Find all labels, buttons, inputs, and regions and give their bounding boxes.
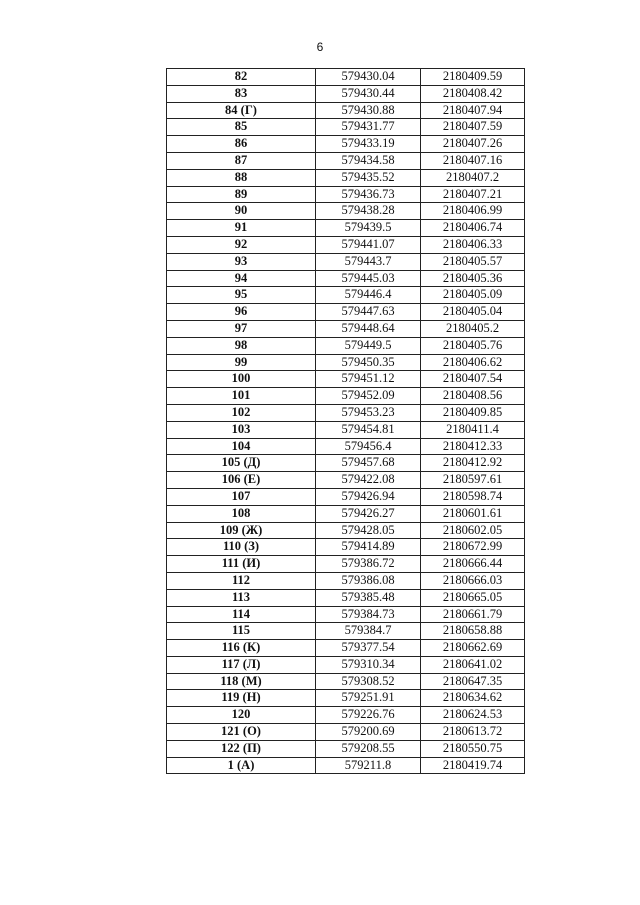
point-cell: 96 — [167, 304, 316, 321]
coordinates-table-body — [167, 69, 525, 774]
table-row — [167, 740, 525, 757]
x-coordinate-cell: 579200.69 — [316, 724, 421, 741]
table-row — [167, 354, 525, 371]
x-coordinate-cell: 579454.81 — [316, 421, 421, 438]
table-row — [167, 136, 525, 153]
point-cell: 82 — [167, 69, 316, 86]
y-coordinate-cell: 2180641.02 — [421, 656, 525, 673]
point-cell: 113 — [167, 589, 316, 606]
table-row — [167, 505, 525, 522]
y-coordinate-cell: 2180634.62 — [421, 690, 525, 707]
y-coordinate-cell: 2180406.62 — [421, 354, 525, 371]
point-cell: 98 — [167, 337, 316, 354]
x-coordinate-cell: 579433.19 — [316, 136, 421, 153]
table-row — [167, 757, 525, 774]
table-row — [167, 724, 525, 741]
table-row — [167, 455, 525, 472]
point-cell: 95 — [167, 287, 316, 304]
x-coordinate-cell: 579446.4 — [316, 287, 421, 304]
y-coordinate-cell: 2180407.54 — [421, 371, 525, 388]
x-coordinate-cell: 579426.94 — [316, 488, 421, 505]
y-coordinate-cell: 2180409.85 — [421, 404, 525, 421]
x-coordinate-cell: 579457.68 — [316, 455, 421, 472]
x-coordinate-cell: 579426.27 — [316, 505, 421, 522]
point-cell: 105 (Д) — [167, 455, 316, 472]
table-row — [167, 623, 525, 640]
y-coordinate-cell: 2180647.35 — [421, 673, 525, 690]
x-coordinate-cell: 579447.63 — [316, 304, 421, 321]
point-cell: 101 — [167, 388, 316, 405]
y-coordinate-cell: 2180550.75 — [421, 740, 525, 757]
table-row — [167, 85, 525, 102]
table-row — [167, 707, 525, 724]
x-coordinate-cell: 579448.64 — [316, 320, 421, 337]
x-coordinate-cell: 579431.77 — [316, 119, 421, 136]
point-cell: 102 — [167, 404, 316, 421]
table-row — [167, 488, 525, 505]
x-coordinate-cell: 579377.54 — [316, 640, 421, 657]
y-coordinate-cell: 2180406.74 — [421, 220, 525, 237]
table-row — [167, 169, 525, 186]
x-coordinate-cell: 579430.44 — [316, 85, 421, 102]
point-cell: 119 (Н) — [167, 690, 316, 707]
table-row — [167, 270, 525, 287]
point-cell: 87 — [167, 152, 316, 169]
y-coordinate-cell: 2180613.72 — [421, 724, 525, 741]
x-coordinate-cell: 579422.08 — [316, 472, 421, 489]
y-coordinate-cell: 2180666.03 — [421, 572, 525, 589]
point-cell: 110 (З) — [167, 539, 316, 556]
y-coordinate-cell: 2180412.33 — [421, 438, 525, 455]
point-cell: 100 — [167, 371, 316, 388]
point-cell: 94 — [167, 270, 316, 287]
table-row — [167, 253, 525, 270]
y-coordinate-cell: 2180408.42 — [421, 85, 525, 102]
y-coordinate-cell: 2180405.2 — [421, 320, 525, 337]
point-cell: 122 (П) — [167, 740, 316, 757]
y-coordinate-cell: 2180405.36 — [421, 270, 525, 287]
y-coordinate-cell: 2180405.09 — [421, 287, 525, 304]
x-coordinate-cell: 579451.12 — [316, 371, 421, 388]
table-row — [167, 421, 525, 438]
table-row — [167, 673, 525, 690]
y-coordinate-cell: 2180408.56 — [421, 388, 525, 405]
x-coordinate-cell: 579441.07 — [316, 236, 421, 253]
x-coordinate-cell: 579452.09 — [316, 388, 421, 405]
point-cell: 111 (И) — [167, 556, 316, 573]
y-coordinate-cell: 2180662.69 — [421, 640, 525, 657]
x-coordinate-cell: 579386.08 — [316, 572, 421, 589]
y-coordinate-cell: 2180672.99 — [421, 539, 525, 556]
x-coordinate-cell: 579386.72 — [316, 556, 421, 573]
table-row — [167, 102, 525, 119]
table-row — [167, 404, 525, 421]
x-coordinate-cell: 579226.76 — [316, 707, 421, 724]
y-coordinate-cell: 2180412.92 — [421, 455, 525, 472]
table-row — [167, 69, 525, 86]
point-cell: 86 — [167, 136, 316, 153]
x-coordinate-cell: 579208.55 — [316, 740, 421, 757]
x-coordinate-cell: 579414.89 — [316, 539, 421, 556]
point-cell: 88 — [167, 169, 316, 186]
table-row — [167, 690, 525, 707]
x-coordinate-cell: 579310.34 — [316, 656, 421, 673]
table-row — [167, 572, 525, 589]
table-row — [167, 388, 525, 405]
x-coordinate-cell: 579450.35 — [316, 354, 421, 371]
y-coordinate-cell: 2180419.74 — [421, 757, 525, 774]
y-coordinate-cell: 2180597.61 — [421, 472, 525, 489]
y-coordinate-cell: 2180665.05 — [421, 589, 525, 606]
table-row — [167, 522, 525, 539]
point-cell: 91 — [167, 220, 316, 237]
y-coordinate-cell: 2180406.99 — [421, 203, 525, 220]
x-coordinate-cell: 579439.5 — [316, 220, 421, 237]
y-coordinate-cell: 2180666.44 — [421, 556, 525, 573]
x-coordinate-cell: 579251.91 — [316, 690, 421, 707]
point-cell: 120 — [167, 707, 316, 724]
table-row — [167, 606, 525, 623]
y-coordinate-cell: 2180661.79 — [421, 606, 525, 623]
x-coordinate-cell: 579385.48 — [316, 589, 421, 606]
y-coordinate-cell: 2180405.76 — [421, 337, 525, 354]
table-row — [167, 640, 525, 657]
x-coordinate-cell: 579434.58 — [316, 152, 421, 169]
x-coordinate-cell: 579445.03 — [316, 270, 421, 287]
y-coordinate-cell: 2180658.88 — [421, 623, 525, 640]
point-cell: 99 — [167, 354, 316, 371]
point-cell: 114 — [167, 606, 316, 623]
x-coordinate-cell: 579430.04 — [316, 69, 421, 86]
point-cell: 115 — [167, 623, 316, 640]
y-coordinate-cell: 2180602.05 — [421, 522, 525, 539]
y-coordinate-cell: 2180409.59 — [421, 69, 525, 86]
point-cell: 104 — [167, 438, 316, 455]
x-coordinate-cell: 579435.52 — [316, 169, 421, 186]
table-row — [167, 119, 525, 136]
point-cell: 118 (М) — [167, 673, 316, 690]
table-row — [167, 220, 525, 237]
point-cell: 108 — [167, 505, 316, 522]
point-cell: 117 (Л) — [167, 656, 316, 673]
x-coordinate-cell: 579438.28 — [316, 203, 421, 220]
x-coordinate-cell: 579211.8 — [316, 757, 421, 774]
x-coordinate-cell: 579449.5 — [316, 337, 421, 354]
x-coordinate-cell: 579443.7 — [316, 253, 421, 270]
table-row — [167, 656, 525, 673]
point-cell: 103 — [167, 421, 316, 438]
point-cell: 83 — [167, 85, 316, 102]
point-cell: 107 — [167, 488, 316, 505]
table-row — [167, 186, 525, 203]
point-cell: 112 — [167, 572, 316, 589]
point-cell: 84 (Г) — [167, 102, 316, 119]
coordinates-table — [166, 68, 525, 774]
x-coordinate-cell: 579430.88 — [316, 102, 421, 119]
y-coordinate-cell: 2180407.16 — [421, 152, 525, 169]
point-cell: 1 (А) — [167, 757, 316, 774]
table-row — [167, 589, 525, 606]
point-cell: 89 — [167, 186, 316, 203]
point-cell: 97 — [167, 320, 316, 337]
y-coordinate-cell: 2180624.53 — [421, 707, 525, 724]
y-coordinate-cell: 2180407.94 — [421, 102, 525, 119]
x-coordinate-cell: 579384.73 — [316, 606, 421, 623]
table-row — [167, 337, 525, 354]
table-row — [167, 438, 525, 455]
table-row — [167, 320, 525, 337]
x-coordinate-cell: 579453.23 — [316, 404, 421, 421]
table-row — [167, 371, 525, 388]
y-coordinate-cell: 2180407.21 — [421, 186, 525, 203]
table-row — [167, 203, 525, 220]
y-coordinate-cell: 2180601.61 — [421, 505, 525, 522]
y-coordinate-cell: 2180407.59 — [421, 119, 525, 136]
y-coordinate-cell: 2180411.4 — [421, 421, 525, 438]
point-cell: 90 — [167, 203, 316, 220]
table-row — [167, 236, 525, 253]
x-coordinate-cell: 579384.7 — [316, 623, 421, 640]
y-coordinate-cell: 2180405.57 — [421, 253, 525, 270]
x-coordinate-cell: 579456.4 — [316, 438, 421, 455]
point-cell: 93 — [167, 253, 316, 270]
x-coordinate-cell: 579436.73 — [316, 186, 421, 203]
y-coordinate-cell: 2180407.26 — [421, 136, 525, 153]
point-cell: 121 (О) — [167, 724, 316, 741]
point-cell: 92 — [167, 236, 316, 253]
table-row — [167, 472, 525, 489]
point-cell: 106 (Е) — [167, 472, 316, 489]
x-coordinate-cell: 579308.52 — [316, 673, 421, 690]
table-row — [167, 556, 525, 573]
point-cell: 116 (К) — [167, 640, 316, 657]
y-coordinate-cell: 2180406.33 — [421, 236, 525, 253]
y-coordinate-cell: 2180405.04 — [421, 304, 525, 321]
y-coordinate-cell: 2180407.2 — [421, 169, 525, 186]
page-number: 6 — [316, 40, 324, 54]
x-coordinate-cell: 579428.05 — [316, 522, 421, 539]
table-row — [167, 287, 525, 304]
point-cell: 109 (Ж) — [167, 522, 316, 539]
y-coordinate-cell: 2180598.74 — [421, 488, 525, 505]
table-row — [167, 539, 525, 556]
table-row — [167, 304, 525, 321]
table-row — [167, 152, 525, 169]
point-cell: 85 — [167, 119, 316, 136]
